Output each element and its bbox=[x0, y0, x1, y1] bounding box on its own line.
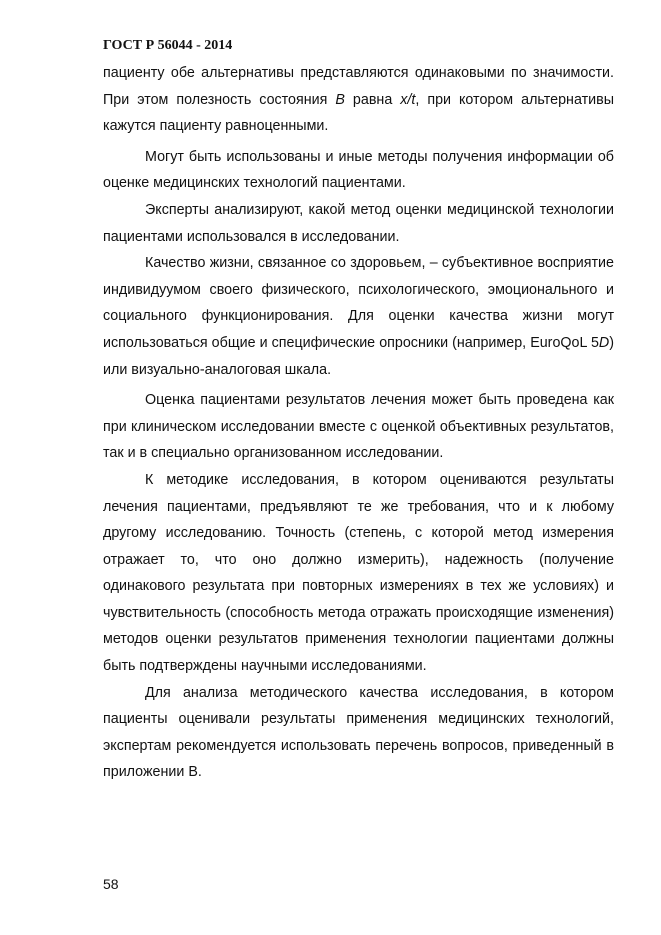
paragraph: К методике исследования, в котором оцениваются результаты лечения пациентами, предъявляют те же требования, что и к любому другому исследованию. Точность (степень, с которой метод измерения отражает то, что оно должно измерить), надежность (получение одинакового результата при повторных измерениях в тех же условиях) и чувствительность (способность метода отражать происходящие изменения) методов оценки результатов применения технологии пациентами должны быть подтверждены научными исследованиями. bbox=[103, 471, 614, 675]
document-body bbox=[103, 60, 614, 786]
paragraph: Качество жизни, связанное со здоровьем, – субъективное восприятие индивидуумом своего физического, психологического, эмоционального и социального функционирования. Для оценки качества жизни могут использоваться общие и специфические опросники (например, EuroQoL 5D) или визуально-аналоговая шкала. bbox=[103, 255, 614, 378]
italic-symbol: D bbox=[598, 334, 610, 351]
italic-symbol: B bbox=[335, 91, 345, 108]
paragraph: Оценка пациентами результатов лечения может быть проведена как при клиническом исследовании вместе с оценкой объективных результатов, так и в специально организованном исследовании. bbox=[103, 392, 614, 462]
paragraph: пациенту обе альтернативы представляются одинаковыми по значимости. При этом полезность состояния B равна x/t, при котором альтернативы кажутся пациенту равноценными. bbox=[103, 65, 614, 135]
paragraph: Эксперты анализируют, какой метод оценки медицинской технологии пациентами использовался в исследовании. bbox=[103, 201, 614, 245]
italic-symbol: x/t bbox=[400, 91, 416, 108]
page-number: 58 bbox=[103, 876, 119, 892]
paragraph: Могут быть использованы и иные методы получения информации об оценке медицинских технологий пациентами. bbox=[103, 148, 614, 192]
paragraph: Для анализа методического качества исследования, в котором пациенты оценивали результаты применения медицинских технологий, экспертам рекомендуется использовать перечень вопросов, приведенный в приложении В. bbox=[103, 684, 614, 781]
document-header: ГОСТ Р 56044 - 2014 bbox=[103, 38, 233, 53]
